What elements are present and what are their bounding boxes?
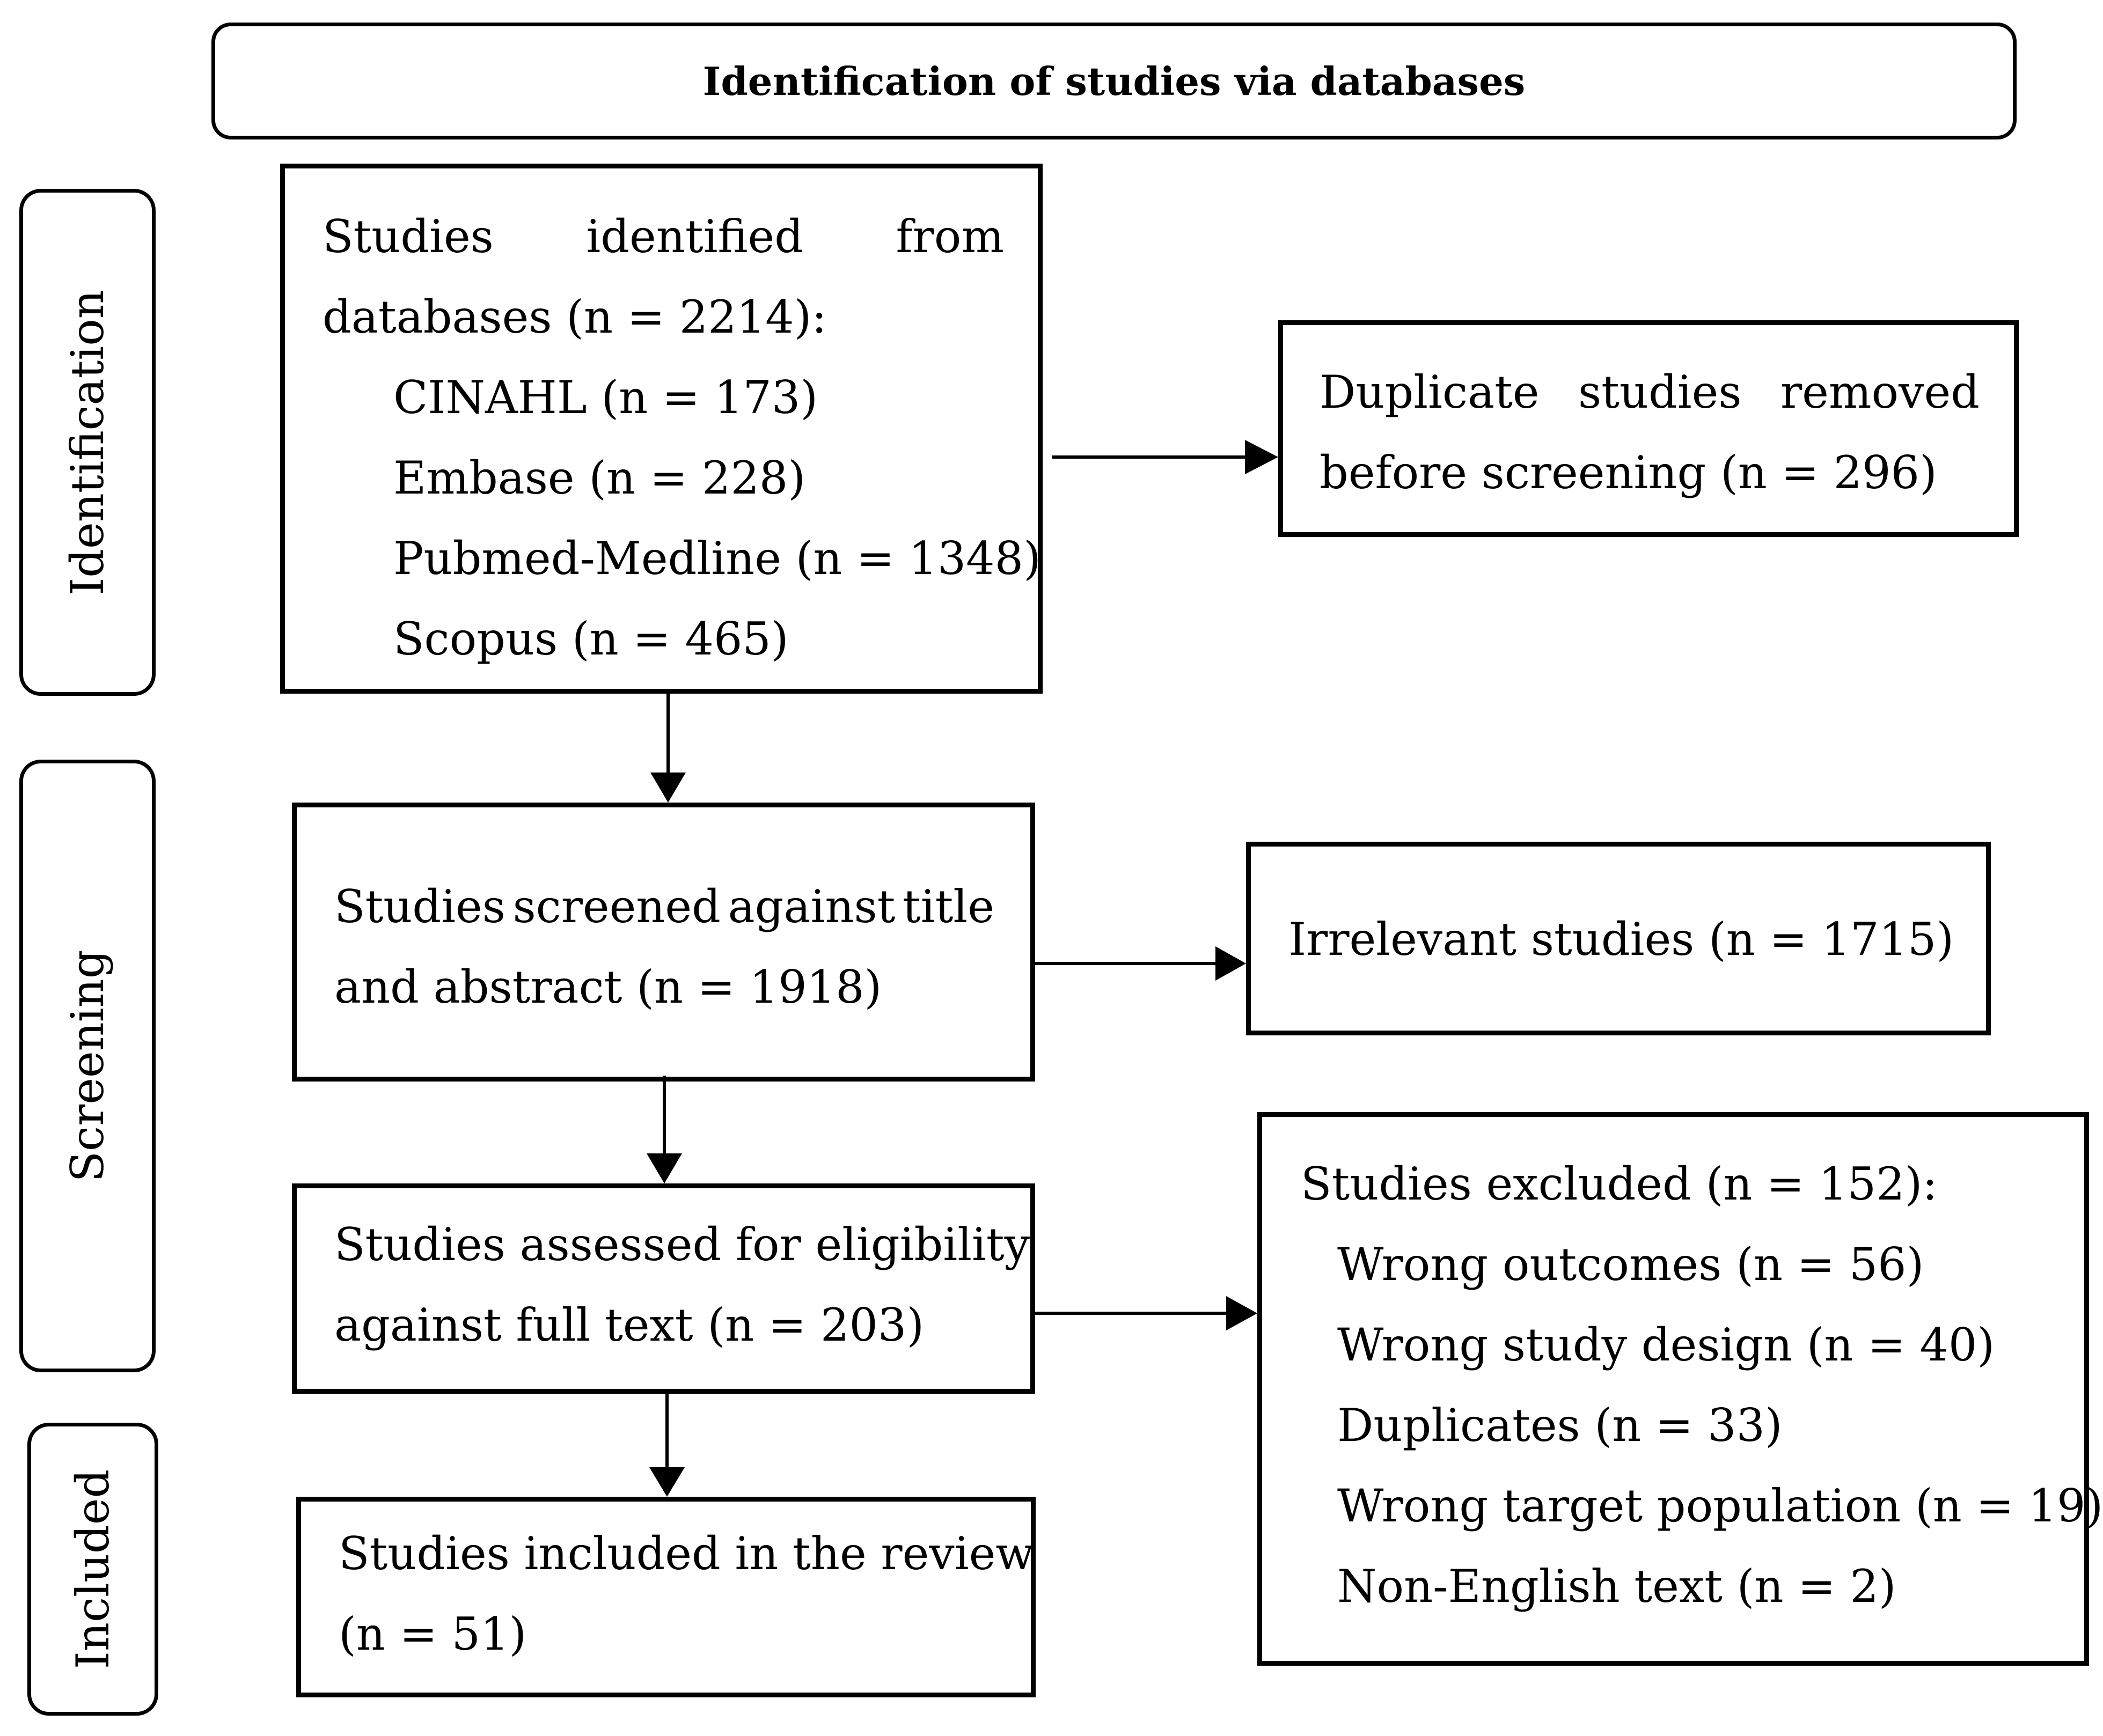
included-line1: Studies included in the review [339,1527,1035,1580]
screened-word: against [728,880,896,933]
arrowhead-down [650,773,686,803]
screened-line2: and abstract (n = 1918) [334,961,882,1013]
phase-screening-label: Screening [61,950,114,1182]
assessed-line2: against full text (n = 203) [334,1299,925,1351]
duplicates-word: removed [1780,366,1980,418]
source-item: Scopus (n = 465) [393,613,789,665]
duplicates-word: studies [1578,366,1742,418]
excluded-reason: Wrong target population (n = 19) [1337,1480,2103,1532]
excluded-reason: Wrong outcomes (n = 56) [1337,1238,1924,1291]
identified-line2: databases (n = 2214): [323,291,827,343]
excluded-title: Studies excluded (n = 152): [1301,1158,1938,1210]
arrowhead-right [1245,440,1278,474]
included-line2: (n = 51) [339,1608,527,1660]
source-item: Pubmed-Medline (n = 1348) [393,532,1041,585]
irrelevant-text: Irrelevant studies (n = 1715) [1288,913,1954,966]
arrowhead-right [1226,1296,1257,1330]
arrowhead-down [649,1467,685,1497]
excluded-reason: Non-English text (n = 2) [1337,1560,1896,1613]
duplicates-line2: before screening (n = 296) [1320,446,1937,499]
identified-word: identified [586,210,803,263]
header-title: Identification of studies via databases [702,58,1526,104]
identified-word: from [896,210,1004,263]
identified-word: Studies [323,210,494,263]
screened-word: title [903,880,994,933]
source-item: Embase (n = 228) [393,452,806,504]
arrowhead-right [1215,946,1246,981]
phase-identification-label: Identification [61,289,114,595]
duplicates-word: Duplicate [1320,366,1540,418]
arrowhead-down [647,1153,682,1183]
screened-word: Studies [334,880,505,933]
assessed-line1: Studies assessed for eligibility [334,1218,1030,1271]
source-item: CINAHL (n = 173) [393,371,818,424]
excluded-reason: Wrong study design (n = 40) [1337,1319,1995,1371]
screened-word: screened [512,880,721,933]
excluded-reason: Duplicates (n = 33) [1337,1399,1783,1452]
phase-included-label: Included [67,1469,119,1669]
